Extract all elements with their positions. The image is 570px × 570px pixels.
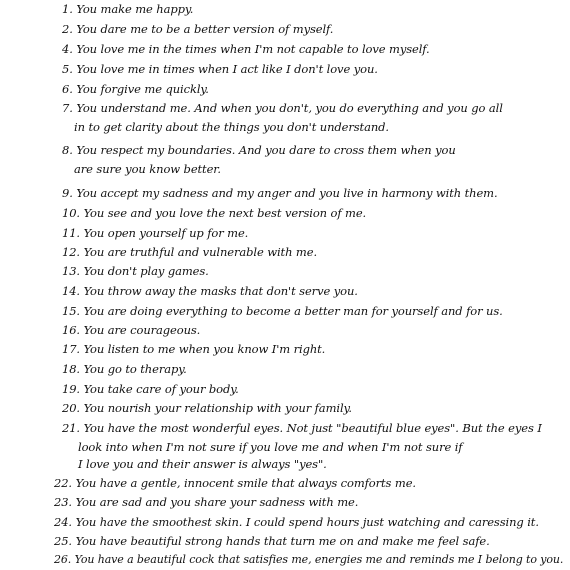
item-text: in to get clarity about the things you don't understand. <box>74 120 389 134</box>
item-text: You understand me. And when you don't, you do everything and you go all <box>76 101 503 115</box>
item-number: 13. <box>62 264 80 278</box>
item-text: You have the smoothest skin. I could spend hours just watching and caressing it. <box>75 515 539 529</box>
item-number: 14. <box>62 284 80 298</box>
list-item-6 <box>62 82 209 96</box>
item-number: 22. <box>54 476 72 490</box>
item-number: 26. <box>54 553 72 566</box>
list-item-21-continuation <box>78 440 462 454</box>
item-number: 19. <box>62 382 80 396</box>
list-item-9 <box>62 186 498 200</box>
item-text: You are truthful and vulnerable with me. <box>83 245 318 259</box>
list-item-14 <box>62 284 358 298</box>
item-number: 5. <box>62 62 73 76</box>
item-number: 20. <box>62 401 80 415</box>
item-number: 25. <box>54 534 72 548</box>
item-text: You have the most wonderful eyes. Not just "beautiful blue eyes". But the eyes I <box>83 421 542 435</box>
item-text: You take care of your body. <box>83 382 239 396</box>
list-item-22 <box>54 476 416 490</box>
list-item-21 <box>62 421 542 435</box>
list-item-2 <box>62 22 333 36</box>
item-number: 10. <box>62 206 80 220</box>
item-text: look into when I'm not sure if you love me and when I'm not sure if <box>78 440 463 454</box>
item-text: You accept my sadness and my anger and you live in harmony with them. <box>76 186 498 200</box>
item-text: You have a gentle, innocent smile that always comforts me. <box>75 476 416 490</box>
list-item-11 <box>62 226 248 240</box>
item-text: You don't play games. <box>83 264 209 278</box>
list-item-12 <box>62 245 317 259</box>
item-number: 2. <box>62 22 73 36</box>
list-item-17 <box>62 342 325 356</box>
item-number: 8. <box>62 143 73 157</box>
item-number: 9. <box>62 186 73 200</box>
item-text: You are sad and you share your sadness with me. <box>75 495 359 509</box>
item-text: You love me in the times when I'm not capable to love myself. <box>76 42 430 56</box>
item-text: You nourish your relationship with your family. <box>83 401 352 415</box>
item-number: 12. <box>62 245 80 259</box>
list-item-16 <box>62 323 200 337</box>
item-text: You go to therapy. <box>83 362 187 376</box>
item-number: 15. <box>62 304 80 318</box>
item-text: I love you and their answer is always "yes". <box>78 457 327 471</box>
list-item-20 <box>62 401 352 415</box>
list-item-1 <box>62 2 193 16</box>
list-item-25 <box>54 534 490 548</box>
list-item-5 <box>62 62 378 76</box>
list-item-23 <box>54 495 358 509</box>
list-item-18 <box>62 362 187 376</box>
item-number: 4. <box>62 42 73 56</box>
item-text: You are courageous. <box>83 323 201 337</box>
item-text: are sure you know better. <box>74 162 221 176</box>
item-number: 18. <box>62 362 80 376</box>
list-item-26 <box>54 553 563 567</box>
item-text: You throw away the masks that don't serve you. <box>83 284 358 298</box>
list-item-7 <box>62 101 503 115</box>
item-number: 23. <box>54 495 72 509</box>
list-item-19 <box>62 382 239 396</box>
item-text: You see and you love the next best version of me. <box>83 206 367 220</box>
item-number: 21. <box>62 421 80 435</box>
item-number: 6. <box>62 82 73 96</box>
item-number: 7. <box>62 101 73 115</box>
list-item-7-continuation <box>74 120 389 134</box>
item-text: You respect my boundaries. And you dare to cross them when you <box>76 143 456 157</box>
item-number: 16. <box>62 323 80 337</box>
list-item-24 <box>54 515 539 529</box>
list-item-15 <box>62 304 503 318</box>
item-text: You have a beautiful cock that satisfies me, energies me and reminds me I belong to you. <box>74 553 564 566</box>
item-text: You dare me to be a better version of myself. <box>76 22 334 36</box>
item-text: You open yourself up for me. <box>83 226 249 240</box>
list-item-10 <box>62 206 366 220</box>
list-item-8 <box>62 143 456 157</box>
list-item-21-continuation <box>78 457 327 471</box>
item-number: 11. <box>62 226 80 240</box>
item-text: You are doing everything to become a better man for yourself and for us. <box>83 304 503 318</box>
item-number: 24. <box>54 515 72 529</box>
item-number: 1. <box>62 2 73 16</box>
item-text: You love me in times when I act like I don't love you. <box>76 62 378 76</box>
item-text: You listen to me when you know I'm right. <box>83 342 326 356</box>
item-text: You make me happy. <box>76 2 194 16</box>
list-item-4 <box>62 42 430 56</box>
item-text: You have beautiful strong hands that turn me on and make me feel safe. <box>75 534 490 548</box>
list-item-13 <box>62 264 209 278</box>
list-item-8-continuation <box>74 162 221 176</box>
item-text: You forgive me quickly. <box>76 82 209 96</box>
item-number: 17. <box>62 342 80 356</box>
